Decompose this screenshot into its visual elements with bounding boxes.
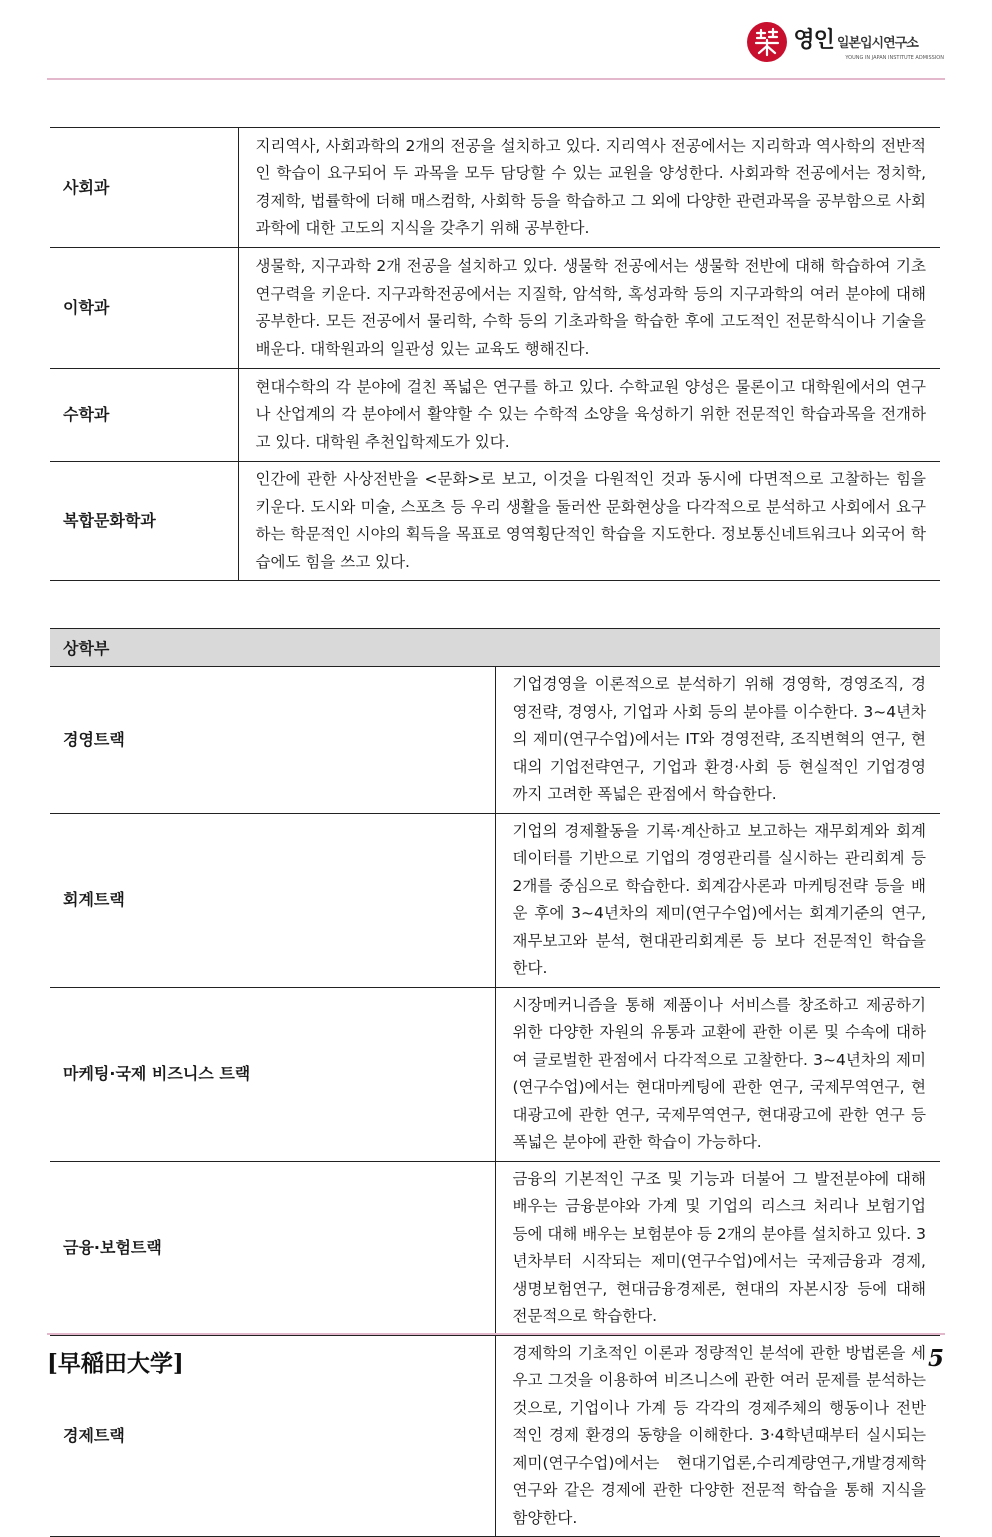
row-description: 경제학의 기초적인 이론과 정량적인 분석에 관한 방법론을 세우고 그것을 이용하여 비즈니스에 관한 여러 문제를 분석하는 것으로, 기업이나 가계 등 각각의 경제주체의 행동이나 전반적인 경제 환경의 동향을 이해한다. 3·4학년때부터 실시되는 제미(연구수업)에서는 현대기업론,수리계량연구,개발경제학연구와 같은 경제에 관한 다양한 전문적 학습을 통해 지식을 함양한다. [512, 1343, 926, 1527]
row-label: 복합문화학과 [50, 462, 238, 581]
logo-english: YOUNG IN JAPAN INSTITUTE ADMISSION [845, 55, 944, 61]
page-number: 5 [927, 1345, 944, 1372]
table-row [50, 1161, 940, 1335]
row-label: 수학과 [50, 369, 238, 462]
logo-name: 영인 [793, 28, 834, 53]
row-description: 지리역사, 사회과학의 2개의 전공을 설치하고 있다. 지리역사 전공에서는 지리학과 역사학의 전반적인 학습이 요구되어 두 과목을 모두 담당할 수 있는 교원을 양성한다. 사회과학 전공에서는 정치학, 경제학, 법률학에 더해 매스컴학, 사회학 등을 학습하고 그 외에 다양한 관련과목을 공부함으로 사회과학에 대한 고도의 지식을 갖추기 위해 공부한다. [255, 136, 926, 237]
row-label: 이학과 [50, 248, 238, 369]
table-row [50, 128, 940, 248]
table-row [50, 462, 940, 581]
row-label: 금융·보험트랙 [50, 1161, 495, 1335]
table-heading-row [50, 629, 940, 667]
row-label: 경제트랙 [50, 1335, 495, 1537]
table-row [50, 813, 940, 987]
row-description: 인간에 관한 사상전반을 <문화>로 보고, 이것을 다원적인 것과 동시에 다면적으로 고찰하는 힘을 키운다. 도시와 미술, 스포츠 등 우리 생활을 둘러싼 문화현상을 다각적으로 분석하고 사회에서 요구하는 학문적인 시야의 획득을 목표로 영역횡단적인 학습을 지도한다. 정보통신네트워크나 외국어 학습에도 힘을 쓰고 있다. [255, 470, 926, 571]
header-logo [747, 22, 944, 62]
footer-university: [早稲田大学] [47, 1350, 184, 1377]
table-row [50, 248, 940, 369]
logo-subtitle: 일본입시연구소 [836, 36, 918, 51]
row-description: 생물학, 지구과학 2개 전공을 설치하고 있다. 생물학 전공에서는 생물학 전반에 대해 학습하여 기초 연구력을 키운다. 지구과학전공에서는 지질학, 암석학, 혹성과학 등의 지구과학의 여러 분야에 대해 공부한다. 모든 전공에서 물리학, 수학 등의 기초과학을 학습한 후에 고도적인 전문학식이나 기술을 배운다. 대학원과의 일관성 있는 교육도 행해진다. [255, 257, 926, 358]
header-divider [47, 78, 945, 80]
row-description: 시장메커니즘을 통해 제품이나 서비스를 창조하고 제공하기 위한 다양한 자원의 유통과 교환에 관한 이론 및 수속에 대하여 글로벌한 관점에서 다각적으로 고찰한다. 3~4년차의 제미(연구수업)에서는 현대마케팅에 관한 연구, 국제무역연구, 현대광고에 관한 연구, 국제무역연구, 현대광고에 관한 연구 등 폭넓은 분야에 관한 학습이 가능하다. [512, 995, 926, 1151]
row-description: 기업의 경제활동을 기록·계산하고 보고하는 재무회계와 회계데이터를 기반으로 기업의 경영관리를 실시하는 관리회계 등 2개를 중심으로 학습한다. 회계감사론과 마케팅전략 등을 배운 후에 3~4년차의 제미(연구수업)에서는 회계기준의 연구, 재무보고와 분석, 현대관리회계론 등 보다 전문적인 학습을 한다. [512, 821, 926, 977]
row-description: 금융의 기본적인 구조 및 기능과 더불어 그 발전분야에 대해 배우는 금융분야와 가계 및 기업의 리스크 처리나 보험기업 등에 대해 배우는 보험분야 등 2개의 분야를 설치하고 있다. 3년차부터 시작되는 제미(연구수업)에서는 국제금융과 경제, 생명보험연구, 현대금융경제론, 현대의 자본시장 등에 대해 전문적으로 학습한다. [512, 1169, 926, 1325]
footer-divider [47, 1333, 945, 1335]
faculty-heading: 상학부 [63, 639, 110, 658]
table-row [50, 369, 940, 462]
row-label: 회계트랙 [50, 813, 495, 987]
row-description: 현대수학의 각 분야에 걸친 폭넓은 연구를 하고 있다. 수학교원 양성은 물론이고 대학원에서의 연구나 산업계의 각 분야에서 활약할 수 있는 수학적 소양을 육성하기 위한 전문적인 학습과목을 전개하고 있다. 대학원 추천입학제도가 있다. [255, 377, 926, 451]
row-label: 사회과 [50, 128, 238, 248]
row-description: 기업경영을 이론적으로 분석하기 위해 경영학, 경영조직, 경영전략, 경영사, 기업과 사회 등의 분야를 이수한다. 3~4년차의 제미(연구수업)에서는 IT와 경영전략, 조직변혁의 연구, 현대의 기업전략연구, 기업과 환경·사회 등 현실적인 기업경영까지 고려한 폭넓은 관점에서 학습한다. [512, 675, 926, 803]
department-table-education [50, 127, 940, 581]
row-label: 경영트랙 [50, 667, 495, 814]
logo-emblem-icon [747, 22, 787, 62]
table-row [50, 987, 940, 1161]
department-table-commerce [50, 628, 940, 1537]
row-label: 마케팅·국제 비즈니스 트랙 [50, 987, 495, 1161]
table-row [50, 667, 940, 814]
